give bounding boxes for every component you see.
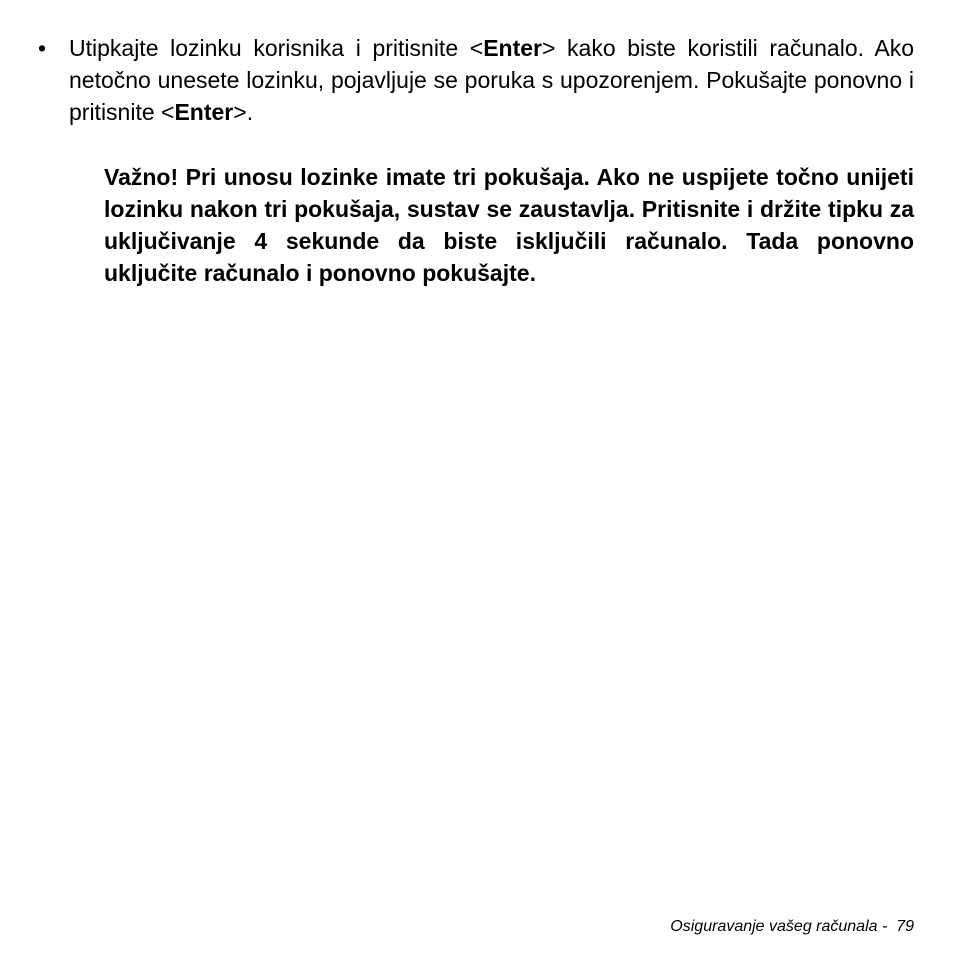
- bullet-text-part-3: >.: [233, 99, 254, 125]
- bullet-text-part-1: Utipkajte lozinku korisnika i pritisnite <: [69, 35, 484, 61]
- bullet-text: [69, 32, 914, 128]
- footer-section-title: Osiguravanje vašeg računala -: [670, 918, 888, 935]
- enter-key-label-2: Enter: [174, 99, 234, 125]
- enter-key-label-1: Enter: [483, 35, 542, 61]
- bullet-mark: •: [38, 35, 47, 61]
- bullet-text-part-2: > kako biste koristili računalo. Ako netočno unesete lozinku, pojavljuje se poruka s upozorenjem. Pokušajte ponovno i pritisnite <: [69, 35, 915, 125]
- page-number: 79: [896, 918, 914, 935]
- bullet-item: [38, 32, 914, 128]
- important-note: Važno! Pri unosu lozinke imate tri pokušaja. Ako ne uspijete točno unijeti lozinku nakon tri pokušaja, sustav se zaustavlja. Pritisnite i držite tipku za uključivanje 4 sekunde da biste isključili računalo. Tada ponovno uključite računalo i ponovno pokušajte.: [104, 164, 914, 286]
- page-footer: [670, 917, 914, 937]
